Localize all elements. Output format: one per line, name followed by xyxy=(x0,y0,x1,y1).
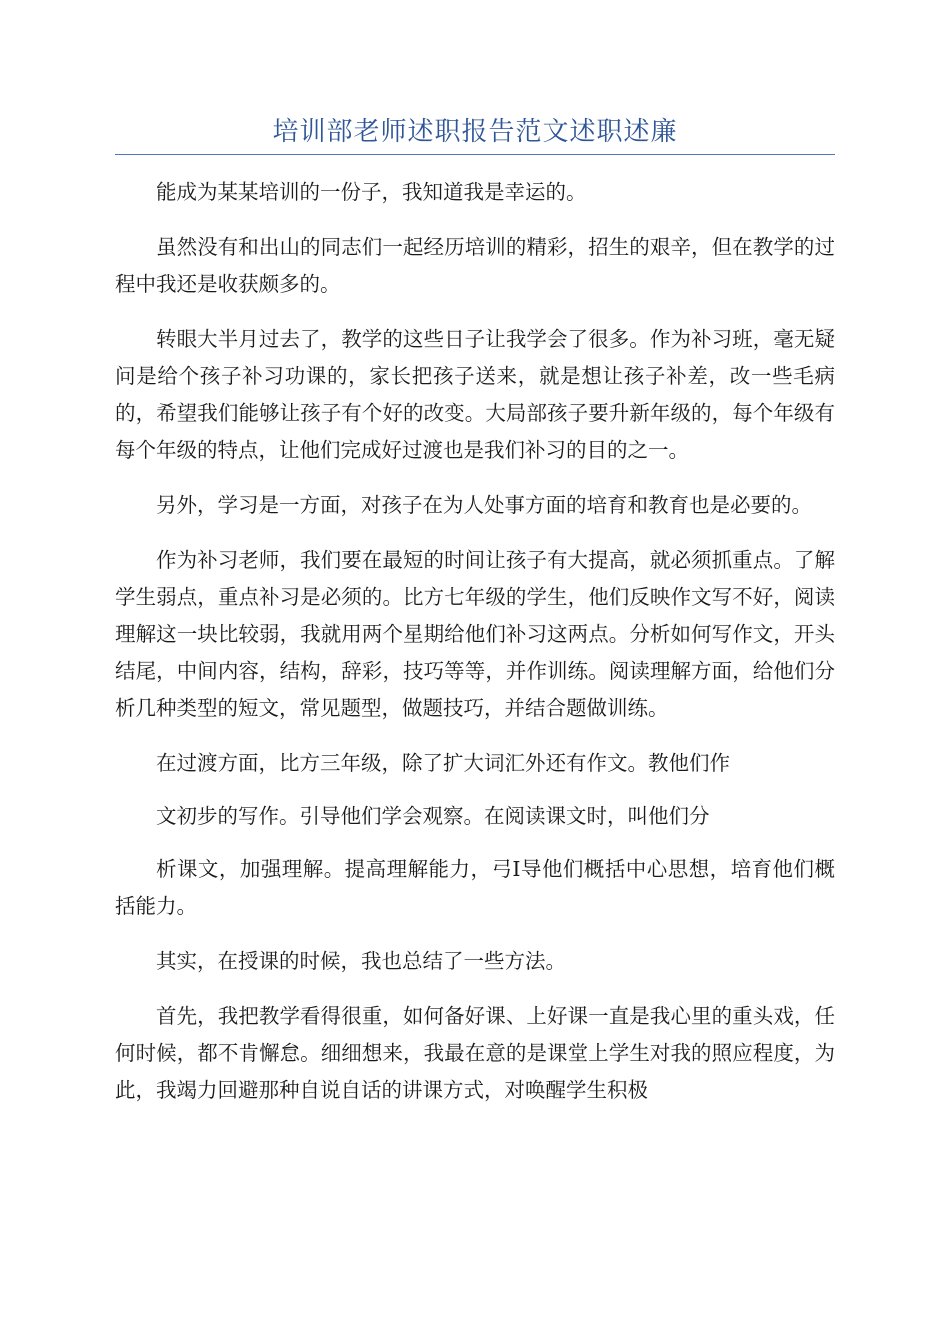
document-body xyxy=(115,174,835,1127)
paragraph-7: 文初步的写作。引导他们学会观察。在阅读课文时，叫他们分 xyxy=(156,804,710,828)
paragraph-8: 析课文，加强理解。提高理解能力，弓I导他们概括中心思想，培育他们概括能力。 xyxy=(115,857,835,918)
paragraph-6: 在过渡方面，比方三年级，除了扩大词汇外还有作文。教他们作 xyxy=(156,751,730,775)
title-underline xyxy=(115,154,835,155)
paragraph-1: 能成为某某培训的一份子，我知道我是幸运的。 xyxy=(156,180,587,204)
document-title: 培训部老师述职报告范文述职述廉 xyxy=(272,117,678,147)
paragraph-2: 虽然没有和出山的同志们一起经历培训的精彩，招生的艰辛，但在教学的过程中我还是收获颇多的。 xyxy=(115,235,835,296)
paragraph-5: 作为补习老师，我们要在最短的时间让孩子有大提高，就必须抓重点。了解学生弱点，重点补习是必须的。比方七年级的学生，他们反映作文写不好，阅读理解这一块比较弱，我就用两个星期给他们补习这两点。分析如何写作文，开头结尾，中间内容，结构，辞彩，技巧等等，并作训练。阅读理解方面，给他们分析几种类型的短文，常见题型，做题技巧，并结合题做训练。 xyxy=(115,548,835,720)
paragraph-3: 转眼大半月过去了，教学的这些日子让我学会了很多。作为补习班，毫无疑问是给个孩子补习功课的，家长把孩子送来，就是想让孩子补差，改一些毛病的，希望我们能够让孩子有个好的改变。大局部孩子要升新年级的，每个年级有每个年级的特点，让他们完成好过渡也是我们补习的目的之一。 xyxy=(115,327,835,462)
paragraph-9: 其实，在授课的时候，我也总结了一些方法。 xyxy=(156,949,566,973)
paragraph-4: 另外，学习是一方面，对孩子在为人处事方面的培育和教育也是必要的。 xyxy=(156,493,812,517)
paragraph-10: 首先，我把教学看得很重，如何备好课、上好课一直是我心里的重头戏，任何时候，都不肯懈怠。细细想来，我最在意的是课堂上学生对我的照应程度，为此，我竭力回避那种自说自话的讲课方式，对唤醒学生积极 xyxy=(115,1004,835,1102)
